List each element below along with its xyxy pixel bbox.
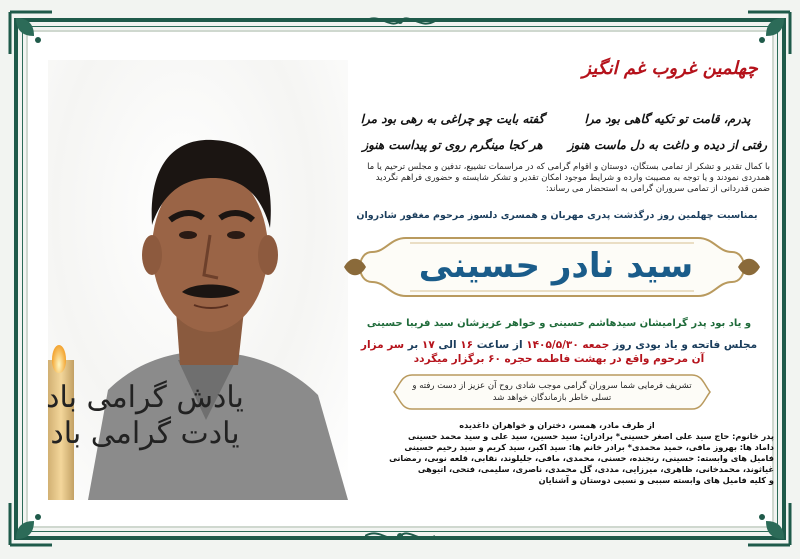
thanks-line: با کمال تقدیر و تشکر از تمامی بستگان، دوستان و اقوام گرامی که در مراسمات تشییع، تدفین و مجلس ترحیم یا ما bbox=[367, 162, 770, 172]
ceremony-line-1 bbox=[344, 338, 774, 352]
poem-block bbox=[350, 106, 770, 158]
ceremony-text: مجلس فاتحه و یاد بودی روز bbox=[612, 339, 758, 351]
invitation-text bbox=[392, 372, 712, 412]
ceremony-text: الی bbox=[438, 339, 457, 351]
family-line: فامیل های وابسته: حسینی، رنجنده، حسنی، محمدی، مافی، جلیلوند، نقابی، قلعه نوبی، رمضانی bbox=[389, 453, 774, 463]
poem-line: پدرم، قامت تو تکیه گاهی بود مرا bbox=[584, 112, 751, 126]
calligraphy-line-1: یادش گرامی باد bbox=[46, 380, 244, 415]
family-line: غیاثوند، محمدخانی، ظاهری، میرزایی، مددی، گل محمدی، ناصری، سلیمی، فتحی، اتیوهی bbox=[417, 464, 774, 474]
invitation-line: تسلی خاطر بازماندگان خواهد شد bbox=[492, 393, 612, 403]
ceremony-place: سر مزار bbox=[360, 339, 405, 351]
family-heading: از طرف مادر، همسر، دختران و خواهران داغدیده bbox=[459, 420, 655, 430]
calligraphy-line-2: یادت گرامی باد bbox=[50, 416, 240, 451]
name-cartouche bbox=[336, 232, 768, 302]
ceremony-text: برگزار میگردد bbox=[413, 353, 485, 365]
family-line: پدر خانوم: حاج سید علی اصغر حسینی* برادران: سید حسین، سید علی و سید محمد حسینی bbox=[408, 431, 774, 441]
deceased-name: سید نادر حسینی bbox=[418, 246, 694, 286]
corner-ornament-icon bbox=[8, 501, 54, 547]
ceremony-end-time: ۱۷ bbox=[421, 339, 435, 351]
bottom-flourish-icon bbox=[365, 527, 435, 545]
memorial-line: و یاد بود پدر گرامیشان سیدهاشم حسینی و خواهر عزیزشان سید فریبا حسینی bbox=[366, 318, 752, 329]
poem-line: رفتی از دیده و داغت به دل ماست هنوز bbox=[567, 138, 768, 152]
occasion-line: بمناسبت چهلمین روز درگذشت پدری مهربان و همسری دلسوز مرحوم مغفور شادروان bbox=[356, 210, 758, 221]
top-flourish-icon bbox=[365, 12, 435, 30]
poem-line: هر کجا مینگرم روی تو پیداست هنوز bbox=[362, 138, 543, 152]
ceremony-text: آن مرحوم واقع در bbox=[610, 353, 705, 365]
corner-ornament-icon bbox=[746, 10, 792, 56]
page-title: چهلمین غروب غم انگیز bbox=[582, 58, 758, 79]
poem-line: گفته بایت چو چراغی به رهی بود مرا bbox=[360, 112, 545, 126]
candle-flame-icon bbox=[52, 345, 66, 373]
corner-ornament-icon bbox=[8, 10, 54, 56]
invitation-line: تشریف فرمایی شما سروران گرامی موجب شادی روح آن عزیز از دست رفته و bbox=[412, 381, 692, 391]
thanks-line: ضمن قدردانی از تمامی سروران گرامی به استحضار می رساند: bbox=[545, 184, 770, 194]
ceremony-details bbox=[344, 338, 774, 366]
ceremony-text: از ساعت bbox=[476, 339, 523, 351]
calligraphy-remembrance bbox=[40, 380, 250, 500]
ceremony-line-2 bbox=[344, 352, 774, 366]
corner-ornament-icon bbox=[746, 501, 792, 547]
ceremony-text: بر bbox=[407, 339, 419, 351]
thanks-paragraph bbox=[350, 162, 770, 195]
ceremony-location: بهشت فاطمه حجره ۶۰ bbox=[488, 353, 607, 365]
thanks-line: همدردی نمودند و یا توجه به مصیبت وارده و شرایط موجود امکان تقدیر و تشکر شایسته و حضوری فراهم نگردید bbox=[375, 173, 770, 183]
ceremony-start-time: ۱۶ bbox=[460, 339, 474, 351]
invitation-cartouche bbox=[392, 372, 712, 412]
family-line: داماد ها: بهروز مافی، حمید محمدی* برادر خانم ها: سید اکبر، سید کریم و سید رحیم حسینی bbox=[404, 442, 774, 452]
family-list bbox=[340, 420, 774, 486]
family-line: و کلیه فامیل های وابسته سببی و نسبی دوستان و آشنایان bbox=[538, 475, 774, 485]
ceremony-date: جمعه ۱۴۰۵/۵/۳۰ bbox=[526, 339, 610, 351]
